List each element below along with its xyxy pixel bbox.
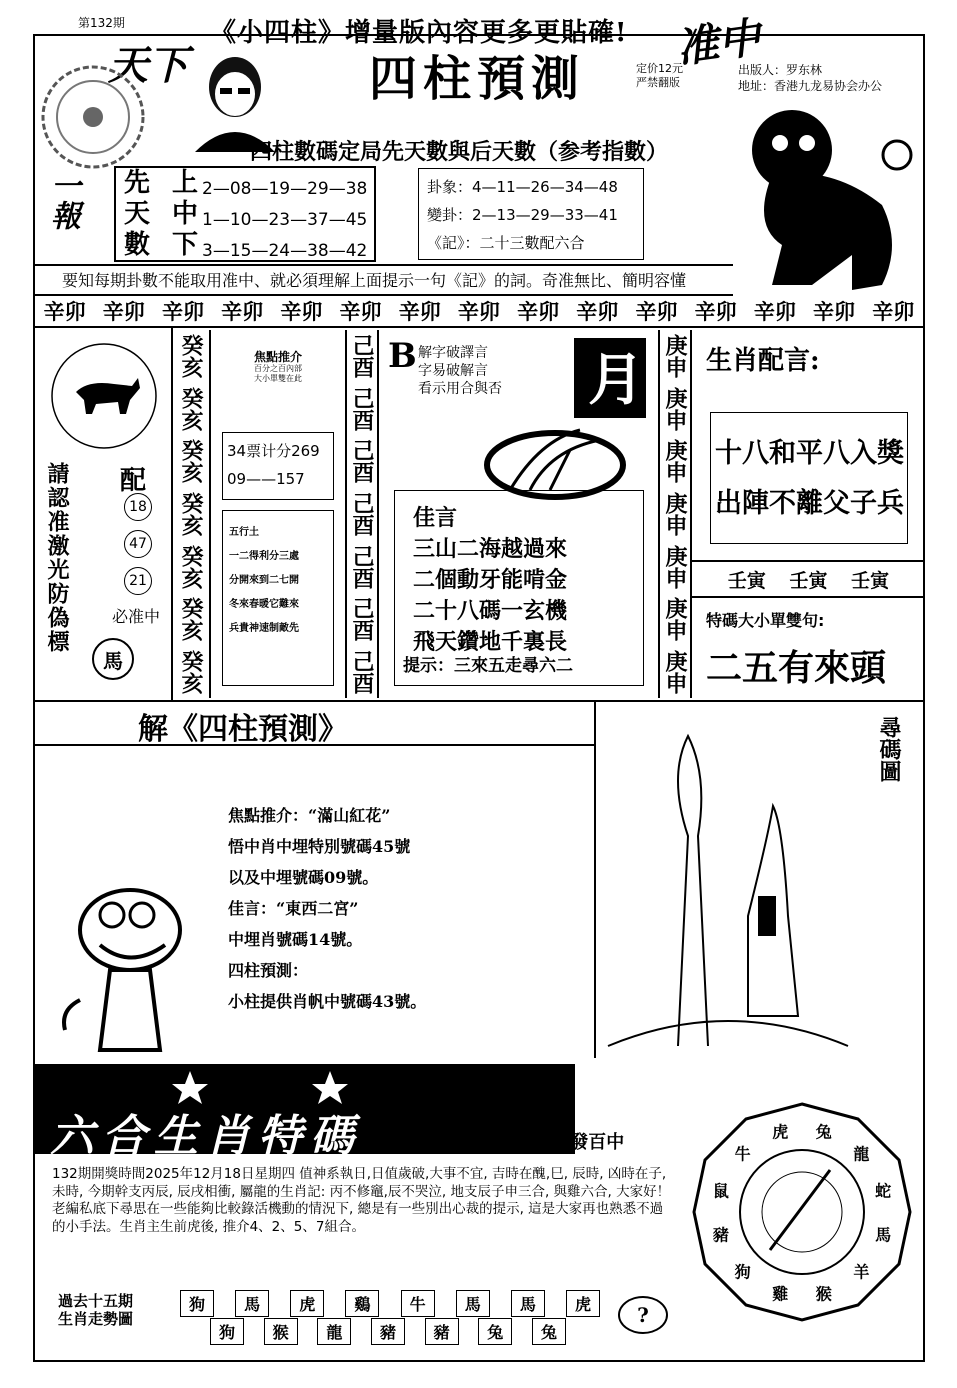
wheel-zodiac-label: 羊 — [853, 1262, 870, 1282]
xinmao-item: 辛卯 — [280, 299, 323, 324]
draw-text: 132期開獎時間2025年12月18日星期四 值神系執日,日值歲破,大事不宜, 吉時在醜,巳, 辰時, 凶時在子, 未時, 今期幹支丙辰, 辰戌相衝, 屬龍的生肖記: 丙不修竈,辰不哭泣, 地支辰子申三合, 與雞六合, 大家好！老編私底下尋思在一些能夠比較錄活機動的情況下, 總是有一些別出心裁的提示, 這是大家再也熟悉不過的小手法。生肖主生前虎後, 推介4、2、5、7組合。 — [52, 1166, 671, 1235]
no-copy: 严禁翻版 — [636, 76, 680, 89]
renyin-item: 壬寅 — [789, 569, 828, 592]
wheel-zodiac-label: 猴 — [815, 1284, 832, 1304]
past-row-1 — [180, 1290, 600, 1317]
past-zodiac-item: 兔 — [532, 1318, 566, 1345]
jie-line: 以及中埋號碼09號。 — [228, 868, 379, 887]
special-text: 二五有來頭 — [706, 647, 887, 689]
b-line: 看示用合與否 — [418, 381, 502, 397]
zodiac-verse-title: 生肖配言: — [706, 346, 820, 376]
wuxing-line: 分開來到二七開 — [229, 575, 299, 586]
wheel-zodiac-label: 虎 — [772, 1122, 789, 1142]
cartoon-character-icon — [40, 860, 200, 1060]
guihai-item: 癸亥 — [178, 439, 204, 484]
gua-row: 卦象：4—11—26—34—48 — [427, 178, 618, 196]
wuxing-line: 兵貴神速制敵先 — [229, 623, 299, 634]
past-label — [58, 1292, 133, 1328]
jiyou-item: 己酉 — [349, 491, 375, 536]
zodiac-verse-line: 出陣不離父子兵 — [715, 488, 904, 519]
xiantian-row: 3—15—24—38—42 — [202, 241, 368, 261]
wheel-zodiac-label: 豬 — [712, 1225, 729, 1245]
b-lines — [418, 344, 502, 398]
past-zodiac-item: 狗 — [180, 1290, 214, 1317]
past-zodiac-item: 豬 — [371, 1318, 405, 1345]
label-zhong: 中 — [172, 199, 199, 229]
pei-number: 21 — [124, 567, 152, 595]
gua-box — [418, 168, 644, 260]
wheel-zodiac-label: 狗 — [734, 1262, 751, 1282]
issue-number: 第132期 — [78, 16, 125, 30]
xinmao-item: 辛卯 — [576, 299, 619, 324]
label-xian: 先 — [124, 168, 151, 198]
past-zodiac-item: 猴 — [264, 1318, 298, 1345]
past-zodiac-item: 馬 — [456, 1290, 490, 1317]
jie-line: 佳言：“東西二宮” — [228, 899, 359, 918]
wheel-zodiac-label: 蛇 — [875, 1181, 892, 1201]
question-mark: ? — [618, 1296, 668, 1334]
xiantian-row: 1—10—23—37—45 — [202, 210, 368, 230]
special-label: 特碼大小單雙句: — [706, 611, 825, 630]
past-zodiac-item: 兔 — [478, 1318, 512, 1345]
wuxing-line: 一二得利分三處 — [229, 551, 299, 562]
xinmao-item: 辛卯 — [221, 299, 264, 324]
past-zodiac-item: 馬 — [235, 1290, 269, 1317]
xinmao-item: 辛卯 — [339, 299, 382, 324]
gengshen-item: 庚申 — [662, 491, 688, 536]
stamp-zhun-zhong: 准中 — [673, 12, 764, 73]
verify-text: 請認准激光防偽標 — [44, 462, 70, 654]
jiayan-line: 二十八碼一玄機 — [413, 598, 568, 624]
jie-line: 小柱提供肖帆中號碼43號。 — [228, 992, 427, 1011]
guihai-item: 癸亥 — [178, 597, 204, 642]
wuxing-title: 五行土 — [229, 527, 259, 538]
slogan: 猜中必中 百發百中 — [474, 1132, 625, 1153]
divider — [33, 700, 925, 702]
wheel-zodiac-label: 馬 — [875, 1225, 892, 1245]
past-zodiac-item: 馬 — [511, 1290, 545, 1317]
gengshen-item: 庚申 — [662, 334, 688, 378]
xinmao-item: 辛卯 — [872, 299, 915, 324]
jiayan-hint: 提示：三來五走尋六二 — [403, 656, 573, 676]
pei-numbers — [124, 493, 152, 595]
label-xia: 下 — [172, 230, 199, 260]
corner-left-vertical: 一報 — [45, 170, 80, 230]
price-block — [636, 62, 683, 90]
jiyou-item: 己酉 — [349, 544, 375, 589]
jie-line: 焦點推介：“滿山紅花” — [228, 806, 391, 825]
jie-lines — [228, 800, 426, 1017]
xinmao-item: 辛卯 — [694, 299, 737, 324]
jiayan-title: 佳言 — [413, 505, 458, 531]
past-label-line: 生肖走勢圖 — [58, 1310, 134, 1328]
gengshen-item: 庚申 — [662, 439, 688, 484]
jiayan-line: 二個動牙能啃金 — [413, 567, 568, 593]
focus-line: 百分之百內部 — [254, 364, 302, 373]
jiyou-item: 己酉 — [349, 386, 375, 431]
gua-row: 變卦：2—13—29—33—41 — [427, 206, 618, 224]
must-hit: 必准中 — [112, 607, 161, 626]
wheel-zodiac-label: 牛 — [734, 1144, 751, 1164]
notice-text: 要知每期卦數不能取用准中、就必須理解上面提示一句《記》的詞。奇准無比、簡明容懂 — [62, 271, 687, 290]
renyin-item: 壬寅 — [727, 569, 766, 592]
jiyou-item: 己酉 — [349, 649, 375, 694]
address: 地址：香港九龙易协会办公 — [738, 79, 883, 93]
wheel-zodiac-label: 兔 — [815, 1122, 832, 1142]
jie-title: 解《四柱預測》 — [138, 712, 348, 747]
ox-icon — [48, 340, 160, 452]
focus-line: 大小單雙在此 — [254, 374, 302, 383]
jiayan-line: 飛天鑽地千裏長 — [413, 629, 568, 655]
past-label-line: 過去十五期 — [58, 1292, 134, 1310]
score-box — [222, 432, 334, 500]
past-row-2 — [210, 1318, 566, 1345]
score-line: 09——157 — [227, 470, 305, 488]
wheel-zodiac-label: 龍 — [853, 1144, 870, 1164]
pei-number: 18 — [124, 493, 152, 521]
gengshen-item: 庚申 — [662, 597, 688, 642]
xinmao-item: 辛卯 — [457, 299, 500, 324]
xun-ma-label: 尋碼圖 — [876, 716, 902, 782]
pei-number: 47 — [124, 530, 152, 558]
publisher: 出版人：罗东林 — [738, 63, 823, 77]
past-zodiac-item: 牛 — [401, 1290, 435, 1317]
label-shang: 上 — [172, 168, 199, 198]
guihai-item: 癸亥 — [178, 491, 204, 536]
gua-row: 《記》：二十三數配六合 — [427, 234, 585, 252]
main-title: 四柱預測 — [368, 51, 585, 107]
wheel-zodiac-label: 鼠 — [712, 1181, 729, 1201]
xinmao-item: 辛卯 — [43, 299, 86, 324]
wheel-labels — [690, 1100, 914, 1324]
corner-top-left: 天下 — [108, 42, 188, 89]
xiantian-numbers — [202, 174, 367, 267]
gengshen-item: 庚申 — [662, 386, 688, 431]
zodiac-circle-horse: 馬 — [92, 638, 134, 680]
pei-label: 配 — [120, 466, 147, 496]
zodiac-verse-line: 十八和平八入獎 — [715, 438, 904, 469]
jie-line: 悟中肖中埋特別號碼45號 — [228, 837, 411, 856]
star-banner-text: 六合生肖特碼 — [50, 1111, 362, 1162]
wheel-zodiac-label: 雞 — [772, 1284, 789, 1304]
plant-icon — [480, 420, 630, 500]
zodiac-verse-box — [710, 412, 908, 544]
label-tian: 天 — [124, 199, 151, 229]
past-zodiac-item: 虎 — [566, 1290, 600, 1317]
focus-title: 焦點推介 — [253, 350, 302, 364]
renyin-row — [692, 560, 925, 598]
jie-divider — [594, 700, 596, 1058]
b-line: 字易破解言 — [418, 363, 488, 379]
score-line: 34票计分269 — [227, 442, 320, 460]
publisher-block — [738, 62, 882, 94]
xinmao-item: 辛卯 — [635, 299, 678, 324]
xiantian-row: 2—08—19—29—38 — [202, 179, 368, 199]
b-letter: B — [388, 336, 417, 376]
jiyou-column — [345, 330, 379, 698]
past-zodiac-item: 豬 — [425, 1318, 459, 1345]
top-banner: 《小四柱》增量版內容更多更貼確! — [210, 18, 628, 48]
moon-char: 月 — [588, 347, 644, 413]
wuxing-box — [222, 510, 334, 686]
xiantian-label-col2 — [172, 168, 198, 261]
gengshen-item: 庚申 — [662, 544, 688, 589]
gengshen-column — [658, 330, 692, 698]
past-zodiac-item: 鷄 — [345, 1290, 379, 1317]
renyin-item: 壬寅 — [851, 569, 890, 592]
b-line: 解字破譯言 — [418, 345, 488, 361]
wuxing-line: 冬來春暖它難來 — [229, 599, 299, 610]
jiayan-box — [394, 490, 644, 686]
xinmao-item: 辛卯 — [813, 299, 856, 324]
xiantian-label-col1 — [124, 168, 150, 261]
past-zodiac-item: 虎 — [290, 1290, 324, 1317]
title-box — [348, 50, 606, 110]
jiyou-item: 己酉 — [349, 597, 375, 642]
subtitle: 四柱數碼定局先天數與后天數（参考指數） — [250, 139, 669, 165]
xinmao-item: 辛卯 — [161, 299, 204, 324]
xinmao-item: 辛卯 — [398, 299, 441, 324]
jie-line: 中埋肖號碼14號。 — [228, 930, 363, 949]
guihai-item: 癸亥 — [178, 649, 204, 694]
lion-icon — [712, 95, 922, 300]
guihai-item: 癸亥 — [178, 334, 204, 378]
gengshen-item: 庚申 — [662, 649, 688, 694]
focus-lines — [218, 364, 338, 384]
guihai-item: 癸亥 — [178, 386, 204, 431]
stars-icon — [170, 1066, 370, 1106]
past-zodiac-item: 狗 — [210, 1318, 244, 1345]
price: 定价12元 — [636, 62, 683, 75]
guihai-column — [173, 330, 211, 698]
xinmao-row — [35, 296, 923, 328]
jie-title-underline — [33, 744, 594, 746]
xinmao-item: 辛卯 — [517, 299, 560, 324]
jie-line: 四柱預測： — [228, 961, 309, 980]
xinmao-item: 辛卯 — [753, 299, 796, 324]
past-zodiac-item: 龍 — [317, 1318, 351, 1345]
illustration-icon — [598, 716, 868, 1056]
xinmao-item: 辛卯 — [102, 299, 145, 324]
label-shu: 數 — [124, 230, 151, 260]
seal-icon — [38, 62, 148, 172]
jiyou-item: 己酉 — [349, 334, 375, 378]
guihai-item: 癸亥 — [178, 544, 204, 589]
jiayan-line: 三山二海越過來 — [413, 536, 568, 562]
jiyou-item: 己酉 — [349, 439, 375, 484]
